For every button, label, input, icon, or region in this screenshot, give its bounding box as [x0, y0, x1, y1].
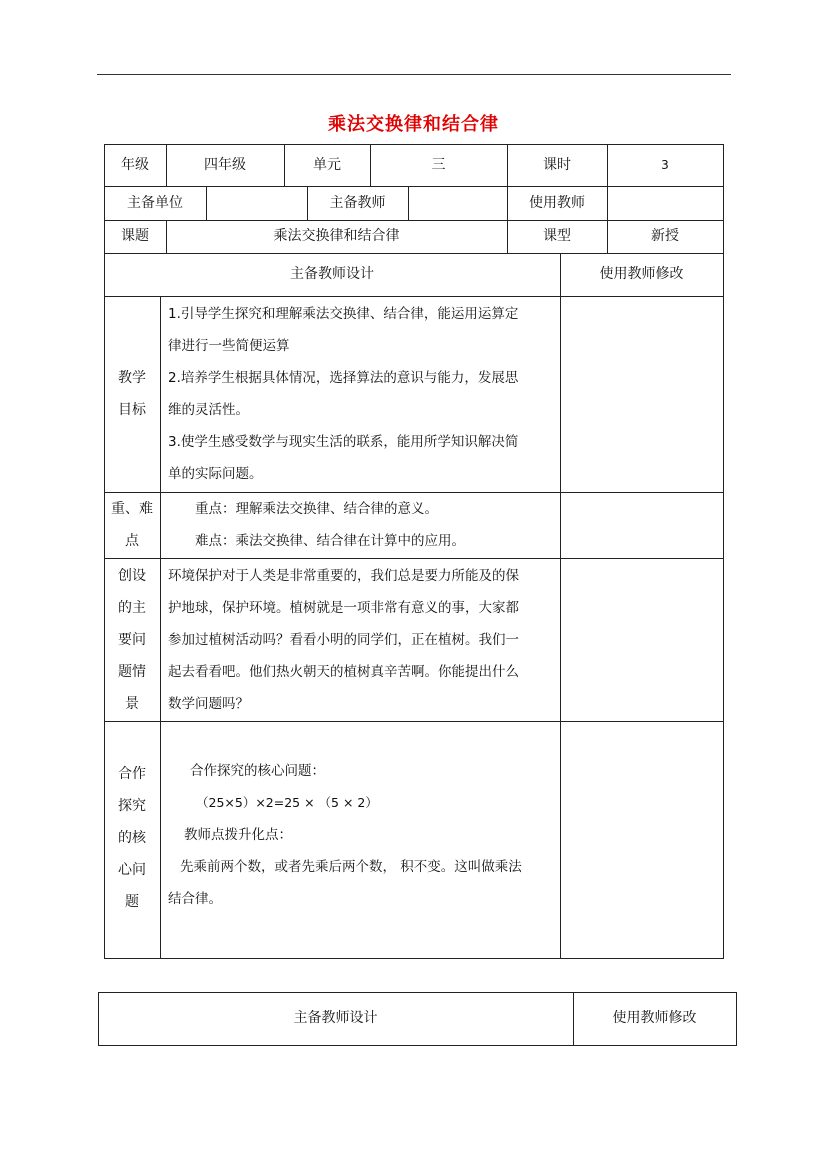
- grade-label: 年级: [121, 156, 149, 173]
- key-points-content: 重点：理解乘法交换律、结合律的意义。 难点：乘法交换律、结合律在计算中的应用。: [195, 501, 465, 549]
- second-table-right: 使用教师修改: [612, 1010, 697, 1027]
- cooperation-label: 合作 探究 的核 心问 题: [118, 766, 146, 910]
- header-rule: [97, 74, 731, 75]
- goals-content: 1.引导学生探究和理解乘法交换律、结合律，能运用运算定 律进行一些简便运算 2.培养学生根据具体情况，选择算法的意识与能力，发展思 维的灵活性。 3.使学生感受数学与现实生活的联系，能用所学知识解决简 单的实际问题。: [168, 306, 519, 482]
- key-points-label: 重、难 点: [111, 501, 153, 549]
- goals-label: 教学 目标: [118, 370, 146, 418]
- unit-value: 三: [431, 156, 446, 173]
- user-teacher-label: 使用教师: [529, 194, 585, 211]
- cooperation-content: 合作探究的核心问题： （25×5）×2=25 × （5 × 2） 教师点拨升化点： 先乘前两个数，或者先乘后两个数， 积不变。这叫做乘法 结合律。: [168, 763, 522, 907]
- school-value: [206, 186, 307, 220]
- type-value: 新授: [651, 228, 679, 245]
- second-table-left: 主备教师设计: [293, 1010, 378, 1027]
- lead-teacher-value: [408, 186, 507, 220]
- topic-label: 课题: [121, 228, 149, 245]
- lead-teacher-label: 主备教师: [329, 194, 386, 211]
- topic-value: 乘法交换律和结合律: [273, 228, 400, 245]
- period-label: 课时: [543, 156, 571, 173]
- period-value: 3: [661, 157, 669, 172]
- school-label: 主备单位: [127, 194, 183, 211]
- type-label: 课型: [543, 228, 571, 245]
- user-teacher-value: [607, 186, 723, 220]
- scenario-label: 创设 的主 要问 题情 景: [118, 567, 146, 712]
- unit-label: 单元: [313, 156, 341, 173]
- design-header-right: 使用教师修改: [599, 266, 684, 283]
- grade-value: 四年级: [204, 156, 246, 173]
- page-title: 乘法交换律和结合律: [328, 114, 499, 135]
- scenario-content: 环境保护对于人类是非常重要的，我们总是要力所能及的保 护地球，保护环境。植树就是一项非常有意义的事，大家都 参加过植树活动吗？看看小明的同学们，正在植树。我们一 起去看看吧。他们热火朝天的植树真辛苦啊。你能提出什么 数学问题吗？: [168, 568, 519, 712]
- design-header-left: 主备教师设计: [290, 266, 374, 283]
